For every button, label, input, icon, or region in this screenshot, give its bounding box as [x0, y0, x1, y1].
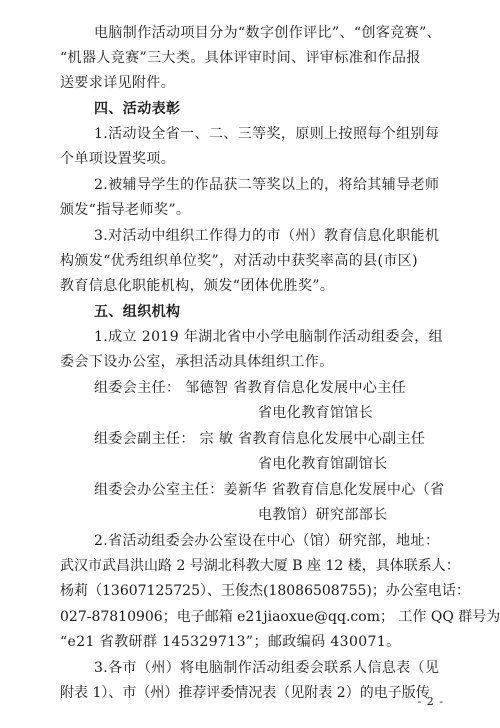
text-line-7: 2.被辅导学生的作品获二等奖以上的，将给其辅导老师 — [94, 177, 440, 193]
text-line-6: 个单项设置奖项。 — [60, 151, 176, 167]
text-line-13: 1.成立 2019 年湖北省中小学电脑制作活动组委会，组 — [94, 329, 444, 345]
committee-director-title: 省电化教育馆馆长 — [258, 405, 374, 421]
text-line-27: 附表 1）、市（州）推荐评委情况表（见附表 2）的电子版传 — [60, 685, 430, 701]
contact-phones: 杨莉（13607125725）、王俊杰(18086508755)；办公室电话： — [60, 583, 470, 599]
office-director: 组委会办公室主任：姜新华 省教育信息化发展中心（省 — [94, 482, 445, 498]
text-line-1: 电脑制作活动项目分为“数字创作评比”、“创客竞赛”、 — [94, 25, 442, 41]
text-line-10: 构颁发“优秀组织单位奖”，对活动中获奖率高的县(市区) — [60, 253, 419, 269]
committee-deputy-director: 组委会副主任： 宗 敏 省教育信息化发展中心副主任 — [94, 431, 426, 447]
page-number: - 2 - — [417, 695, 444, 708]
text-line-14: 委会下设办公室，承担活动具体组织工作。 — [60, 354, 334, 370]
text-line-3: 送要求详见附件。 — [60, 75, 176, 91]
text-line-21: 2.省活动组委会办公室设在中心（馆）研究部，地址： — [94, 533, 440, 549]
text-line-11: 教育信息化职能机构，颁发“团体优胜奖”。 — [60, 278, 335, 294]
section-heading-awards: 四、活动表彰 — [94, 101, 181, 117]
text-line-26: 3.各市（州）将电脑制作活动组委会联系人信息表（见 — [94, 660, 440, 676]
text-line-9: 3.对活动中组织工作得力的市（州）教育信息化职能机 — [94, 228, 440, 244]
office-director-title: 电教馆）研究部部长 — [258, 507, 388, 523]
text-line-8: 颁发“指导老师奖”。 — [60, 202, 191, 218]
section-heading-organization: 五、组织机构 — [94, 304, 181, 320]
qq-group-postcode: “e21 省教研群 145329713”；邮政编码 430071。 — [60, 634, 401, 650]
contact-email: 027-87810906；电子邮箱 e21jiaoxue@qq.com； 工作 QQ 群号为 — [60, 609, 500, 625]
text-line-2: “机器人竞赛”三大类。具体评审时间、评审标准和作品报 — [60, 50, 421, 66]
text-line-5: 1.活动设全省一、二、三等奖，原则上按照每个组别每 — [94, 126, 440, 142]
committee-deputy-title: 省电化教育馆副馆长 — [258, 456, 388, 472]
committee-director: 组委会主任： 邹德智 省教育信息化发展中心主任 — [94, 380, 407, 396]
text-line-22: 武汉市武昌洪山路 2 号湖北科教大厦 B 座 12 楼，具体联系人： — [60, 558, 460, 574]
